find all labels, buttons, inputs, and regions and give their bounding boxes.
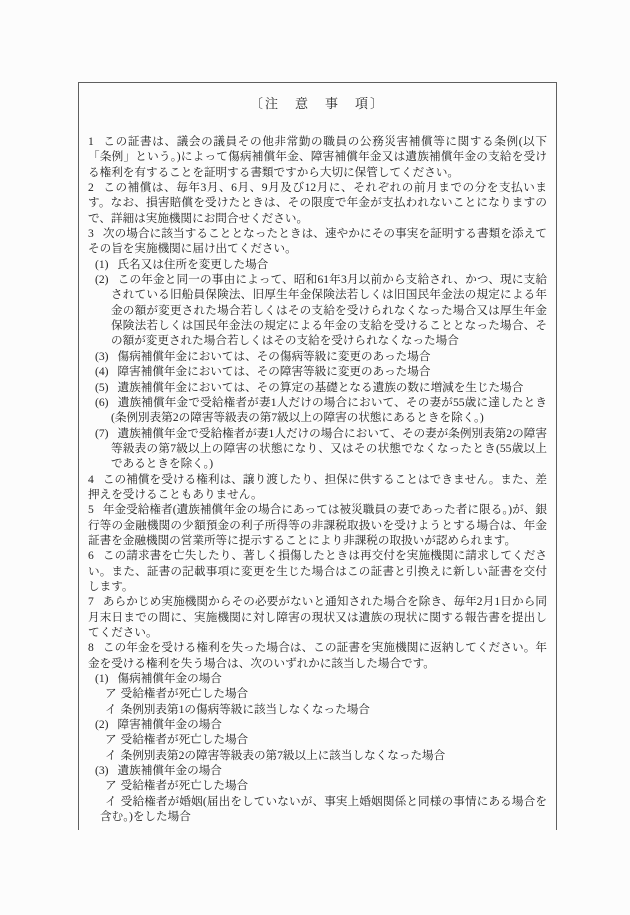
note-item-number: 7 — [88, 595, 94, 609]
note-item — [95, 763, 547, 778]
note-item-text: 遺族補償年金で受給権者が妻1人だけの場合において、その妻が条例別表第2の障害等級表の第7級以上の障害の状態になり、又はその状態でなくなったとき(55歳以上であるときを除く。) — [111, 426, 547, 471]
note-item-number: イ — [105, 748, 117, 762]
note-item-number: ア — [105, 733, 117, 747]
note-item — [95, 671, 547, 686]
note-item-number: (1) — [95, 672, 109, 686]
note-item-text: 受給権者が死亡した場合 — [120, 779, 249, 793]
note-item-number: (4) — [95, 365, 109, 379]
note-item-number: (2) — [95, 718, 109, 732]
note-item-text: 条例別表第2の障害等級表の第7級以上に該当しなくなった場合 — [120, 748, 446, 762]
note-item-text: この年金を受ける権利を失った場合は、この証書を実施機関に返納してください。年金を受ける権利を失う場合は、次のいずれかに該当した場合です。 — [88, 641, 547, 670]
note-item-text: 受給権者が死亡した場合 — [120, 687, 249, 701]
note-item-text: この補償は、毎年3月、6月、9月及び12月に、それぞれの前月までの分を支払います。なお、損害賠償を受けたときは、その限度で年金が支払われないことになりますので、詳細は実施機関にお問合せください。 — [88, 181, 547, 225]
note-item — [100, 748, 547, 763]
note-item — [88, 502, 547, 548]
note-item — [95, 380, 547, 395]
notes-list — [88, 134, 547, 824]
note-item-text: 障害補償年金の場合 — [117, 718, 222, 732]
note-item — [88, 180, 547, 226]
note-item — [95, 426, 547, 472]
note-item — [95, 717, 547, 732]
note-item — [88, 134, 547, 180]
note-item-number: ア — [105, 687, 117, 701]
note-item-text: 氏名又は住所を変更した場合 — [117, 257, 269, 271]
note-item — [95, 395, 547, 426]
note-item-number: 2 — [88, 181, 94, 195]
note-item-number: (7) — [95, 426, 109, 440]
note-item-text: この請求書を亡失したり、著しく損傷したときは再交付を実施機関に請求してください。また、証書の記載事項に変更を生じた場合はこの証書と引換えに新しい証書を交付します。 — [88, 549, 547, 593]
note-item-number: 1 — [88, 135, 94, 148]
notice-title: 〔注 意 事 項〕 — [249, 96, 385, 111]
note-item-number: イ — [105, 702, 117, 716]
note-item-number: (2) — [95, 273, 109, 287]
note-item — [100, 732, 547, 747]
note-item-text: 条例別表第1の傷病等級に該当しなくなった場合 — [120, 702, 370, 716]
note-item-text: あらかじめ実施機関からその必要がないと通知された場合を除き、毎年2月1日から同月末日までの間に、実施機関に対し障害の現状又は遺族の現状に関する報告書を提出してください。 — [88, 595, 547, 639]
note-item-number: (3) — [95, 349, 109, 363]
note-item — [100, 702, 547, 717]
note-item-number: ア — [105, 779, 117, 793]
note-item-number: 4 — [88, 472, 94, 486]
note-item — [88, 472, 547, 503]
note-item-number: 5 — [88, 503, 94, 517]
note-item-number: (3) — [95, 764, 109, 778]
note-item-text: 障害補償年金においては、その障害等級に変更のあった場合 — [117, 365, 431, 379]
note-item-number: 6 — [88, 549, 94, 563]
note-item — [95, 364, 547, 379]
note-item-text: この年金と同一の事由によって、昭和61年3月以前から支給され、かつ、現に支給されている旧船員保険法、旧厚生年金保険法若しくは旧国民年金法の規定による年金の額が変更された場合若しくはその支給を受けられなくなった場合又は厚生年金保険法若しくは国民年金法の規定による年金の支給を受けることとなった場合、その額が変更された場合若しくはその支給を受けられなくなった場合 — [111, 273, 547, 348]
note-item-text: この補償を受ける権利は、譲り渡したり、担保に供することはできません。また、差押えを受けることもありません。 — [88, 472, 547, 501]
note-item-text: 傷病補償年金においては、その傷病等級に変更のあった場合 — [117, 349, 431, 363]
note-item — [100, 794, 547, 825]
note-item-text: 遺族補償年金で受給権者が妻1人だけの場合において、その妻が55歳に達したとき(条例別表第2の障害等級表の第7級以上の障害の状態にあるときを除く。) — [111, 395, 547, 425]
note-item — [95, 272, 547, 349]
note-item-text: 受給権者が婚姻(届出をしていないが、事実上婚姻関係と同様の事情にある場合を含む。)をした場合 — [100, 794, 547, 824]
note-item-number: (5) — [95, 380, 109, 394]
note-item-number: 8 — [88, 641, 94, 655]
note-item — [95, 257, 547, 272]
note-item — [88, 548, 547, 594]
notice-sheet — [78, 82, 557, 830]
note-item-text: 年金受給権者(遺族補償年金の場合にあっては被災職員の妻であった者に限る。)が、銀行等の金融機関の少額預金の利子所得等の非課税取扱いを受けようとする場合は、年金証書を金融機関の営業所等に提示することにより非課税の取扱いが認められます。 — [88, 503, 547, 547]
note-item-text: この証書は、議会の議員その他非常勤の職員の公務災害補償等に関する条例(以下「条例」という。)によって傷病補償年金、障害補償年金又は遺族補償年金の支給を受ける権利を有することを証明する書類ですから大切に保管してください。 — [88, 135, 547, 179]
note-item-text: 受給権者が死亡した場合 — [120, 733, 249, 747]
note-item-text: 遺族補償年金においては、その算定の基礎となる遺族の数に増減を生じた場合 — [117, 380, 524, 394]
note-item — [95, 349, 547, 364]
note-item — [88, 226, 547, 257]
note-item-number: イ — [105, 794, 117, 808]
note-item-number: 3 — [88, 227, 94, 241]
note-item — [100, 686, 547, 701]
note-item-number: (1) — [95, 257, 109, 271]
note-item-number: (6) — [95, 395, 109, 409]
note-item-text: 遺族補償年金の場合 — [117, 764, 222, 778]
note-item-text: 傷病補償年金の場合 — [117, 672, 222, 686]
note-item — [100, 778, 547, 793]
note-item — [88, 640, 547, 671]
note-item-text: 次の場合に該当することとなったときは、速やかにその事実を証明する書類を添えてその旨を実施機関に届け出てください。 — [88, 227, 547, 256]
note-item — [88, 594, 547, 640]
